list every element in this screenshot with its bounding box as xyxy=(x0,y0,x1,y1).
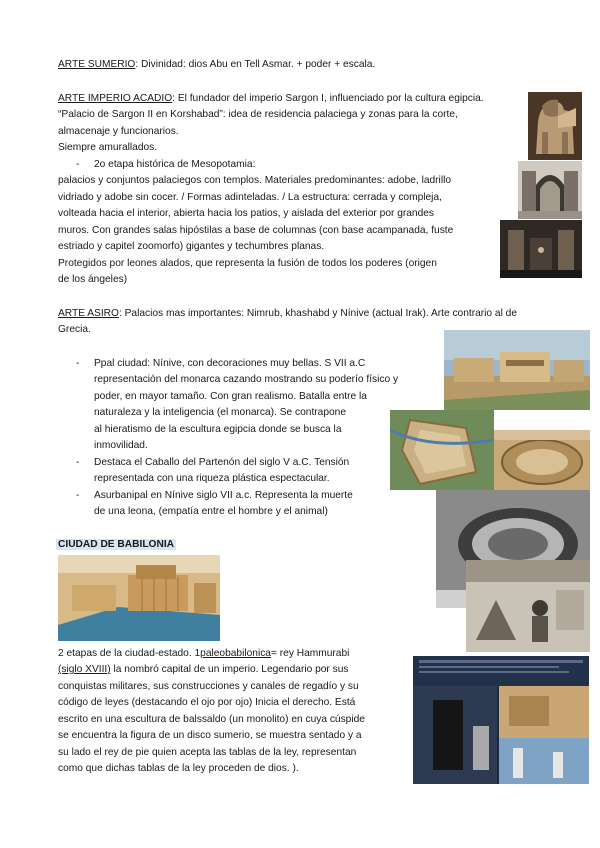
asirio-b1-5: inmovilidad. xyxy=(94,440,148,451)
acadio-heading: ARTE IMPERIO ACADIO xyxy=(58,93,173,104)
korsabad-gate-image xyxy=(518,161,582,219)
acadio-line-1-text: : El fundador del imperio Sargon I, influenciado por la cultura egipcia. xyxy=(172,93,484,104)
map-icon xyxy=(390,410,494,490)
asirio-line-1 xyxy=(58,306,517,323)
asirio-b1-2: poder, en mayor tamaño. Con gran realismo. Batalla entre la xyxy=(94,391,367,402)
babilonia-heading-wrap xyxy=(56,537,176,554)
asirio-b1-4: al hieratismo de la escultura egipcia donde se busca la xyxy=(94,424,342,435)
babilonia-line-6: se encuentra la figura de un disco sumerio, se muestra sentado y a xyxy=(58,730,362,741)
asirio-line-1-text: : Palacios mas importantes: Nimrub, khashabd y Nínive (actual Irak). Arte contrario al de xyxy=(118,308,518,319)
acadio-para-6: Protegidos por leones alados, que representa la fusión de todos los poderes (origen xyxy=(58,258,437,269)
babilonia-line-1 xyxy=(58,646,349,663)
babilonia-line-2 xyxy=(58,662,349,679)
babilonia-line-7: su lado el rey de pie quien acepta las tablas de la ley, representan xyxy=(58,747,357,758)
asirio-b1-1: representación del monarca cazando mostrando su poderío físico y xyxy=(94,374,399,385)
asirio-bullet-1-marker: - xyxy=(76,358,80,369)
acadio-para-7: de los ángeles) xyxy=(58,274,128,285)
babylon-walls-image xyxy=(494,430,590,490)
asirio-b2-1: representada con una riqueza plástica espectacular. xyxy=(94,473,330,484)
acadio-line-1 xyxy=(58,91,484,108)
asirio-b3-0: Asurbanipal en Nínive siglo VII a.c. Representa la muerte xyxy=(94,490,353,501)
walls-icon xyxy=(494,430,590,490)
sumerio-paragraph xyxy=(58,57,375,74)
acadio-para-1: palacios y conjuntos palaciegos con templos. Materiales predominantes: adobe, ladrillo xyxy=(58,175,452,186)
lamassu-image xyxy=(528,92,582,160)
collage-icon xyxy=(413,656,589,784)
babilonia-l1b: paleobabilonica xyxy=(200,648,271,659)
lamassu-icon xyxy=(528,92,582,160)
babilonia-l2a: (siglo XVIII) xyxy=(58,664,111,675)
asirio-heading: ARTE ASIRO xyxy=(58,308,119,319)
asirio-b1-0: Ppal ciudad: Nínive, con decoraciones muy bellas. S VII a.C xyxy=(94,358,366,369)
acadio-para-2: vidriado y adobe sin cocer. / Formas adinteladas. / La estructura: cerrada y compleja, xyxy=(58,192,442,203)
acadio-para-4: muros. Con grandes salas hipóstilas a base de columnas (con base acampanada, fuste xyxy=(58,225,454,236)
babilonia-line-8: como que dichas tablas de la ley proceden de dios. ). xyxy=(58,763,299,774)
acadio-para-5: estriado y capitel zoomorfo) gigantes y techumbres planas. xyxy=(58,241,325,252)
babilonia-l1c: = rey Hammurabi xyxy=(270,648,350,659)
babilonia-line-5: escrito en una escultura de balssaldo (un monolito) en cuya cúspide xyxy=(58,714,365,725)
palace-icon xyxy=(444,330,590,410)
excavation-icon xyxy=(466,560,590,652)
acadio-para-3: volteada hacia el interior, abierta hacia los patios, y aislada del exterior por grandes xyxy=(58,208,435,219)
asirio-b2-0: Destaca el Caballo del Partenón del siglo V a.C. Tensión xyxy=(94,457,350,468)
babylon-city-icon xyxy=(58,555,220,641)
asirio-line-2: Grecia. xyxy=(58,324,91,335)
babilonia-line-4: código de leyes (destacando el ojo por ojo) Inicia el derecho. Está xyxy=(58,697,356,708)
museum-hall-image xyxy=(500,220,582,278)
nineveh-map-image xyxy=(390,410,494,490)
babilonia-line-3: conquistas militares, sus construcciones y canales de regadío y su xyxy=(58,681,359,692)
excavation-image xyxy=(466,560,590,652)
acadio-line-2: “Palacio de Sargon II en Korshabad”: idea de residencia palaciega y zonas para la corte, xyxy=(58,109,458,120)
gate-icon xyxy=(518,161,582,219)
babilonia-heading: CIUDAD DE BABILONIA xyxy=(58,539,175,550)
babilonia-l1a: 2 etapas de la ciudad-estado. 1 xyxy=(58,648,201,659)
acadio-bullet-marker: - xyxy=(76,159,80,170)
palace-reconstruction-image xyxy=(444,330,590,410)
hammurabi-collage-image xyxy=(413,656,589,784)
babylon-city-image xyxy=(58,555,220,641)
sumerio-heading: ARTE SUMERIO xyxy=(58,59,136,70)
sumerio-text: : Divinidad: dios Abu en Tell Asmar. + poder + escala. xyxy=(135,59,376,70)
asirio-bullet-3-marker: - xyxy=(76,490,80,501)
acadio-line-4: Siempre amurallados. xyxy=(58,142,158,153)
museum-icon xyxy=(500,220,582,278)
asirio-b3-1: de una leona, (empatía entre el hombre y el animal) xyxy=(94,506,328,517)
acadio-bullet-text: 2o etapa histórica de Mesopotamia: xyxy=(94,159,256,170)
acadio-line-3: almacenaje y funcionarios. xyxy=(58,126,179,137)
babilonia-l2b: la nombró capital de un imperio. Legendario por sus xyxy=(110,664,349,675)
asirio-bullet-2-marker: - xyxy=(76,457,80,468)
asirio-b1-3: naturaleza y la inteligencia (el monarca). Se contrapone xyxy=(94,407,347,418)
